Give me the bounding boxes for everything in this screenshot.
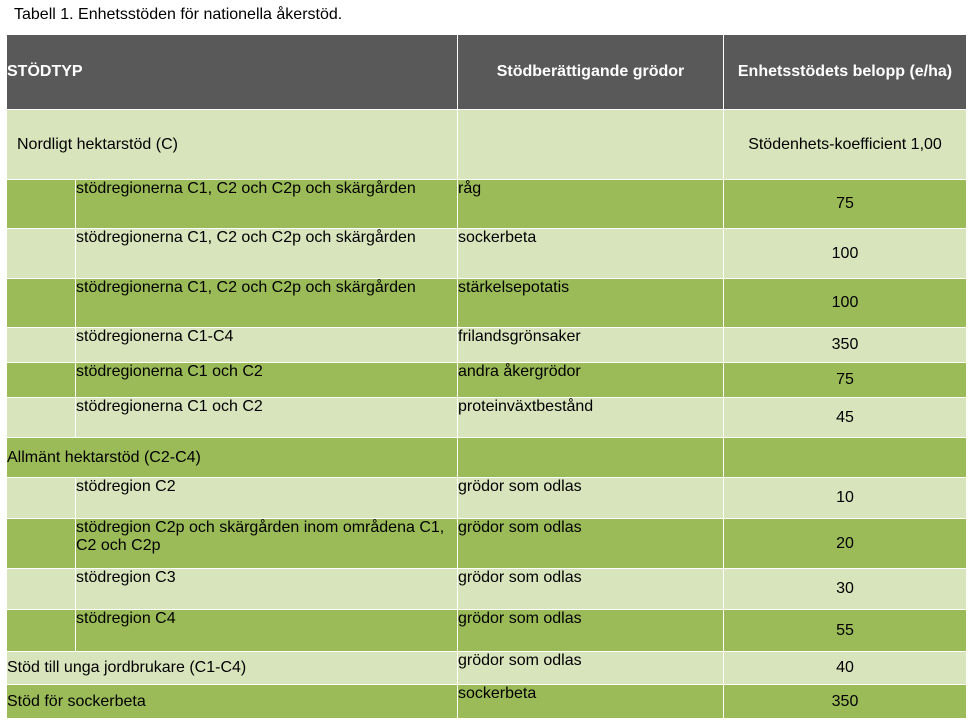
crop-cell: stärkelsepotatis	[458, 279, 724, 328]
crop-cell: råg	[458, 180, 724, 229]
crop-cell: grödor som odlas	[458, 478, 724, 519]
amount-cell: 20	[724, 519, 967, 569]
amount-cell: 45	[724, 398, 967, 438]
crop-cell: grödor som odlas	[458, 569, 724, 610]
table-row	[7, 279, 967, 328]
subregion-cell: stödregionerna C1, C2 och C2p och skärgården	[76, 180, 458, 229]
header-grodor: Stödberättigande grödor	[458, 35, 724, 110]
empty-cell	[724, 438, 967, 478]
section-row-allmant	[7, 438, 967, 478]
indent-cell	[7, 610, 76, 652]
indent-cell	[7, 519, 76, 569]
table-caption: Tabell 1. Enhetsstöden för nationella åkerstöd.	[14, 6, 343, 23]
header-stodtyp: STÖDTYP	[7, 35, 458, 110]
subregion-cell: stödregion C3	[76, 569, 458, 610]
table-row	[7, 180, 967, 229]
subregion-cell: stödregionerna C1, C2 och C2p och skärgården	[76, 229, 458, 279]
crop-cell: grödor som odlas	[458, 610, 724, 652]
amount-cell: 30	[724, 569, 967, 610]
subregion-cell: stödregion C2	[76, 478, 458, 519]
crop-cell: proteinväxtbestånd	[458, 398, 724, 438]
subregion-cell: stödregion C4	[76, 610, 458, 652]
amount-cell: 75	[724, 363, 967, 398]
indent-cell	[7, 363, 76, 398]
table-row	[7, 569, 967, 610]
amount-cell: 350	[724, 328, 967, 363]
table-row	[7, 398, 967, 438]
crop-cell: sockerbeta	[458, 685, 724, 719]
indent-cell	[7, 478, 76, 519]
subregion-cell: stödregionerna C1 och C2	[76, 363, 458, 398]
subregion-cell: stödregionerna C1 och C2	[76, 398, 458, 438]
table-row	[7, 478, 967, 519]
section-label: Allmänt hektarstöd (C2-C4)	[7, 438, 458, 478]
amount-cell: 100	[724, 229, 967, 279]
table-row	[7, 610, 967, 652]
indent-cell	[7, 328, 76, 363]
table-row	[7, 519, 967, 569]
crop-cell: grödor som odlas	[458, 519, 724, 569]
amount-cell: 100	[724, 279, 967, 328]
table-header-row	[7, 35, 967, 110]
empty-cell	[458, 438, 724, 478]
subregion-cell: stödregionerna C1, C2 och C2p och skärgården	[76, 279, 458, 328]
header-belopp: Enhetsstödets belopp (e/ha)	[724, 35, 967, 110]
amount-cell: 40	[724, 652, 967, 685]
section-label: Nordligt hektarstöd (C)	[7, 110, 458, 180]
table-row	[7, 229, 967, 279]
crop-cell: sockerbeta	[458, 229, 724, 279]
table-row	[7, 685, 967, 719]
full-row-label: Stöd till unga jordbrukare (C1-C4)	[7, 652, 458, 685]
indent-cell	[7, 569, 76, 610]
amount-cell: 75	[724, 180, 967, 229]
subregion-cell: stödregion C2p och skärgården inom områdena C1, C2 och C2p	[76, 519, 458, 569]
indent-cell	[7, 279, 76, 328]
indent-cell	[7, 398, 76, 438]
table-row	[7, 328, 967, 363]
amount-cell: 350	[724, 685, 967, 719]
amount-cell: 55	[724, 610, 967, 652]
amount-cell: 10	[724, 478, 967, 519]
section-row-nordligt	[7, 110, 967, 180]
table-row	[7, 652, 967, 685]
subregion-cell: stödregionerna C1-C4	[76, 328, 458, 363]
indent-cell	[7, 180, 76, 229]
support-table	[6, 34, 967, 719]
crop-cell: frilandsgrönsaker	[458, 328, 724, 363]
crop-cell: andra åkergrödor	[458, 363, 724, 398]
table-row	[7, 363, 967, 398]
section-amount: Stödenhets-koefficient 1,00	[724, 110, 967, 180]
full-row-label: Stöd för sockerbeta	[7, 685, 458, 719]
empty-cell	[458, 110, 724, 180]
crop-cell: grödor som odlas	[458, 652, 724, 685]
indent-cell	[7, 229, 76, 279]
